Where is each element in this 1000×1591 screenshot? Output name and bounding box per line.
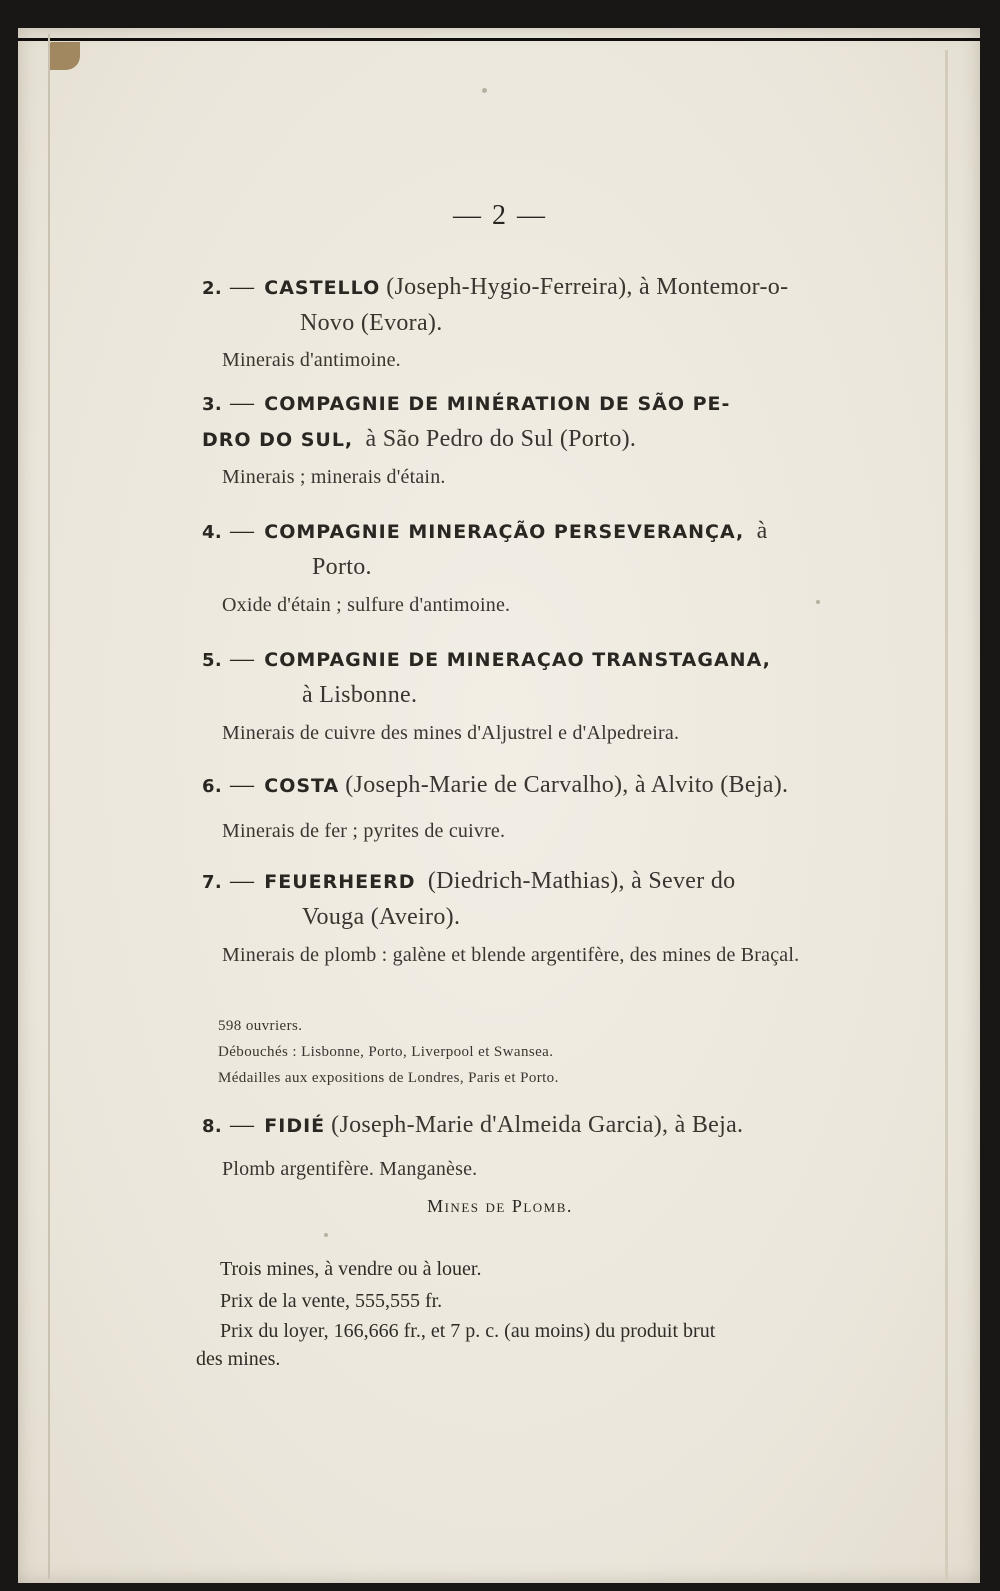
entry-name: CASTELLO [264, 277, 381, 299]
entry-detail: (Joseph-Hygio-Ferreira), à Montemor-o- [386, 274, 789, 300]
entry-detail-continued: à Lisbonne. [302, 682, 418, 708]
entry-heading [202, 768, 862, 804]
entry-description: Minerais de plomb : galène et blende argentifère, des mines de Braçal. [222, 944, 800, 966]
section-line: des mines. [196, 1348, 281, 1370]
entry-dash: — [229, 274, 255, 300]
entry-description: Minerais de fer ; pyrites de cuivre. [222, 820, 506, 842]
entry-heading [202, 270, 862, 340]
entry-heading [202, 1108, 862, 1144]
entry-description: Plomb argentifère. Manganèse. [222, 1158, 478, 1180]
entry-detail: à São Pedro do Sul (Porto). [365, 426, 637, 452]
entry-name: FEUERHEERD [264, 871, 416, 893]
entry-description: Oxide d'étain ; sulfure d'antimoine. [222, 594, 511, 616]
entry-detail: à [756, 518, 768, 544]
entry-number: 8. [202, 1116, 222, 1137]
entry-description: Minerais de cuivre des mines d'Aljustrel e d'Alpedreira. [222, 722, 680, 744]
entry-name: COMPAGNIE DE MINERAÇAO TRANSTAGANA, [264, 649, 771, 671]
entry-number: 7. [202, 872, 222, 893]
entry-detail-continued: Vouga (Aveiro). [302, 904, 461, 930]
entry-detail: (Diedrich-Mathias), à Sever do [427, 868, 736, 894]
entry-description: Minerais d'antimoine. [222, 349, 401, 371]
entry-number: 6. [202, 776, 222, 797]
entry-name: COMPAGNIE MINERAÇÃO PERSEVERANÇA, [264, 521, 745, 543]
entry-dash: — [229, 518, 255, 544]
entry-note: Médailles aux expositions de Londres, Paris et Porto. [218, 1070, 559, 1086]
section-line: Prix du loyer, 166,666 fr., et 7 p. c. (au moins) du produit brut [220, 1320, 716, 1342]
entry-detail-continued: Porto. [312, 554, 372, 580]
entry-dash: — [229, 1112, 255, 1138]
entry-number: 5. [202, 650, 222, 671]
entry-dash: — [229, 868, 255, 894]
entry-heading [202, 864, 862, 934]
entry-description: Minerais ; minerais d'étain. [222, 466, 446, 488]
entry-detail-continued: Novo (Evora). [300, 310, 443, 336]
section-line: Prix de la vente, 555,555 fr. [220, 1290, 443, 1312]
entry-name-continued-line [202, 422, 862, 457]
entry-dash: — [229, 390, 255, 416]
entry-heading [202, 514, 862, 584]
entry-heading [202, 386, 862, 457]
section-title: Mines de Plomb. [427, 1196, 573, 1216]
entry-number: 3. [202, 394, 222, 415]
entry-detail: (Joseph-Marie de Carvalho), à Alvito (Beja). [345, 772, 789, 798]
entry-dash: — [229, 772, 255, 798]
entry-number: 2. [202, 278, 222, 299]
entry-name-continued: DRO DO SUL, [202, 429, 354, 451]
entry-name: COSTA [264, 775, 340, 797]
entry-name: FIDIÉ [264, 1115, 326, 1137]
entry-note: 598 ouvriers. [218, 1018, 303, 1034]
entry-dash: — [229, 646, 255, 672]
entry-heading [202, 642, 862, 712]
entry-detail: (Joseph-Marie d'Almeida Garcia), à Beja. [331, 1112, 744, 1138]
entry-note: Débouchés : Lisbonne, Porto, Liverpool et Swansea. [218, 1044, 554, 1060]
page-number: — 2 — [453, 200, 547, 231]
entry-name: COMPAGNIE DE MINÉRATION DE SÃO PE- [264, 393, 731, 415]
section-line: Trois mines, à vendre ou à louer. [220, 1258, 482, 1280]
entry-number: 4. [202, 522, 222, 543]
